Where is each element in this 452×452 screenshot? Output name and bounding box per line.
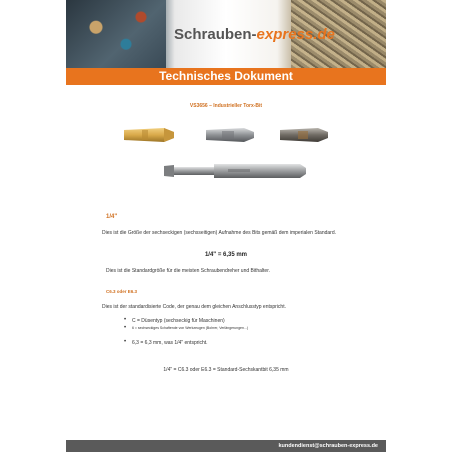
product-images <box>120 122 340 184</box>
logo-main-text: Schrauben- <box>174 26 257 43</box>
formula-c63-summary: 1/4" = C6.3 oder E6.3 = Standard-Sechskantbit 6,35 mm <box>163 367 289 373</box>
logo-accent-text: express.de <box>256 26 335 43</box>
list-item: • 6 = sechseckiges Schaftende von Werkzeugen (Bohrer, Verlängerungen...) <box>124 326 248 330</box>
header-banner <box>66 0 386 68</box>
dark-bit-image <box>276 126 334 144</box>
section-quarter-inch-paragraph: Dies ist die Größe der sechseckigen (sechsseitigen) Aufnahme des Bits gemäß dem imperialen Standard. <box>102 230 337 236</box>
footer-band <box>66 440 386 452</box>
brand-logo <box>174 26 335 43</box>
long-bit-image <box>160 160 310 182</box>
list-item: • 6,3 = 6,3 mm, was 1/4" entspricht. <box>124 340 248 346</box>
section-quarter-inch-note: Dies ist die Standardgröße für die meisten Schraubendreher und Bithalter. <box>106 268 270 274</box>
header-photo-workbench <box>66 0 166 68</box>
document-title: Technisches Dokument <box>159 69 293 83</box>
footer-email-link[interactable]: kundendienst@schrauben-express.de <box>278 443 378 449</box>
section-heading-c63: C6.3 oder E6.3 <box>106 289 138 294</box>
formula-quarter-inch-mm: 1/4" = 6,35 mm <box>204 252 248 258</box>
product-subtitle: VS3656 – Industrieller Torx-Bit <box>189 103 263 109</box>
list-item: • C = Düsentyp (sechseckig für Maschinen) <box>124 318 248 324</box>
section-c63-paragraph: Dies ist der standardisierte Code, der genau dem gleichen Anschlusstyp entspricht. <box>102 304 286 310</box>
silver-bit-image <box>202 126 258 144</box>
gold-bit-image <box>120 126 178 144</box>
c63-bullet-list <box>124 318 248 346</box>
title-band <box>66 68 386 85</box>
section-heading-quarter-inch: 1/4" <box>106 214 118 220</box>
